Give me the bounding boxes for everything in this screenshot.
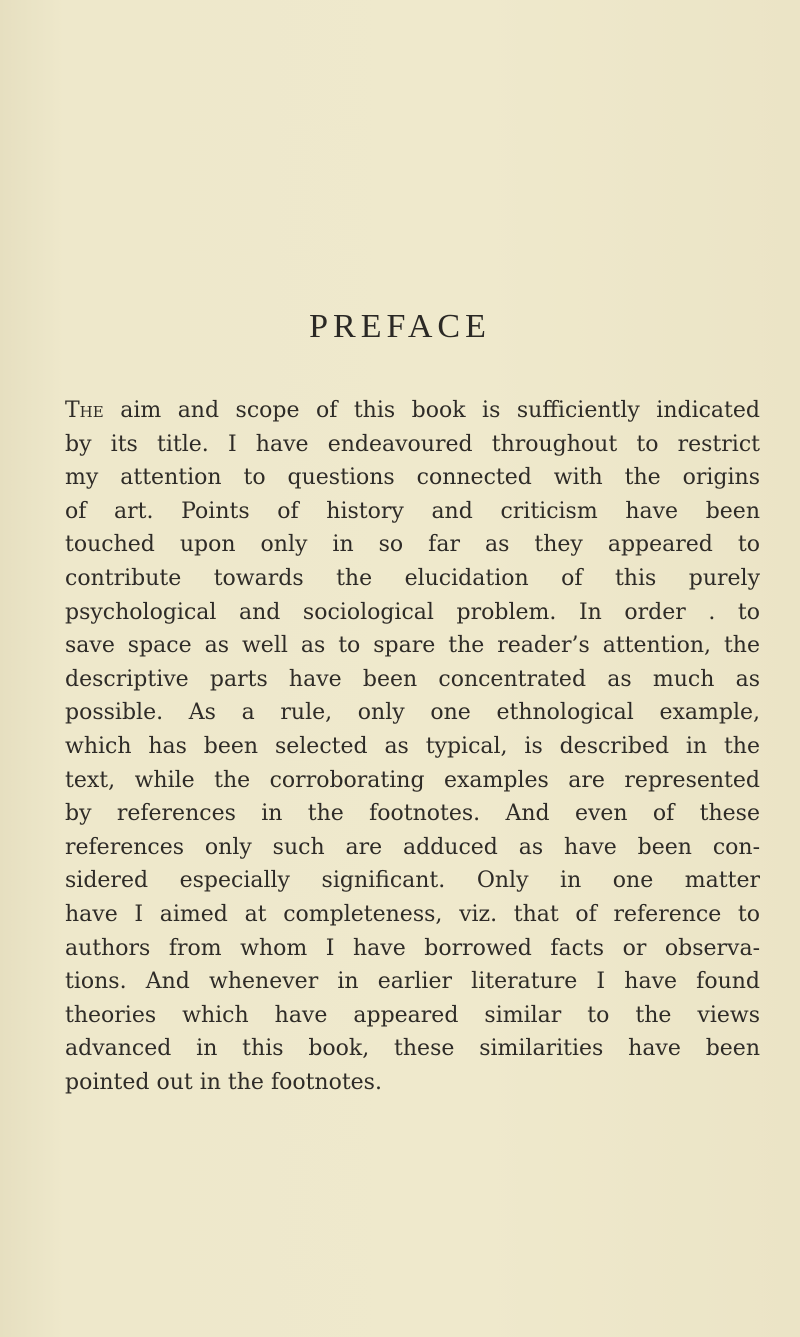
text-line: text, while the corroborating examples are represented bbox=[65, 767, 760, 793]
text-line: touched upon only in so far as they appeared to bbox=[65, 532, 760, 558]
lead-word: The bbox=[65, 398, 104, 423]
text-line: save space as well as to spare the reader’s attention, the bbox=[65, 633, 760, 659]
text-line bbox=[65, 394, 760, 428]
page-title: PREFACE bbox=[309, 308, 491, 345]
preface-paragraph bbox=[65, 394, 760, 1099]
text-line: pointed out in the footnotes. bbox=[65, 1069, 382, 1095]
text-line: have I aimed at completeness, viz. that of reference to bbox=[65, 901, 760, 927]
text-line: theories which have appeared similar to the views bbox=[65, 1002, 760, 1028]
text-line: of art. Points of history and criticism have been bbox=[65, 498, 760, 524]
text-line-content: aim and scope of this book is sufficiently indicated bbox=[103, 398, 760, 423]
text-line: by its title. I have endeavoured throughout to restrict bbox=[65, 431, 760, 457]
text-line: my attention to questions connected with the origins bbox=[65, 465, 760, 491]
text-line: references only such are adduced as have been con- bbox=[65, 834, 760, 860]
text-line: tions. And whenever in earlier literature I have found bbox=[65, 969, 760, 995]
text-line: sidered especially significant. Only in one matter bbox=[65, 868, 760, 894]
text-line: descriptive parts have been concentrated as much as bbox=[65, 666, 760, 692]
text-line: contribute towards the elucidation of this purely bbox=[65, 565, 760, 591]
text-line: possible. As a rule, only one ethnological example, bbox=[65, 700, 760, 726]
text-line: which has been selected as typical, is described in the bbox=[65, 733, 760, 759]
text-line: psychological and sociological problem. In order . to bbox=[65, 599, 760, 625]
text-line: advanced in this book, these similarities have been bbox=[65, 1036, 760, 1062]
text-line: by references in the footnotes. And even of these bbox=[65, 801, 760, 827]
text-line: authors from whom I have borrowed facts or observa- bbox=[65, 935, 760, 961]
